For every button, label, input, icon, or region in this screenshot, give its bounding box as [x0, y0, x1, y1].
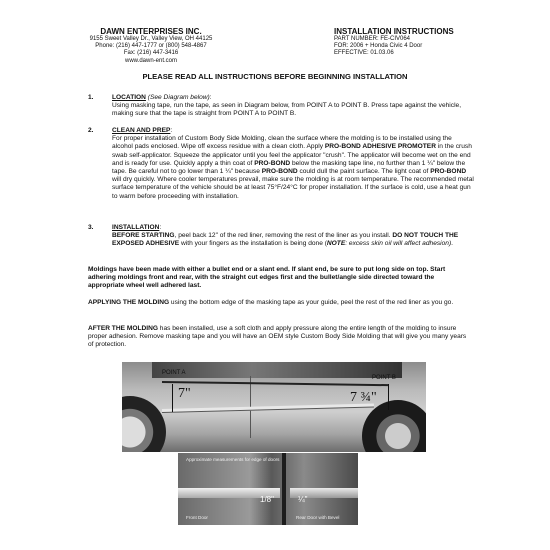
company-phone: Phone: (216) 447-1777 or (800) 548-4867	[95, 43, 207, 50]
before-starting: BEFORE STARTING	[112, 232, 175, 240]
rear-measurement: 7 ¾"	[350, 390, 377, 405]
company-block	[66, 27, 236, 65]
section-clean-prep: CLEAN AND PREP: For proper installation of Custom Body Side Molding, clean the surface where the molding is to be installed using the alcohol pads enclosed. Wipe off excess residue with a clean cloth. Apply PRO-BOND ADHESIVE PROMOTER in the crush swab self-applicator. Squeeze the applicator until you feel the applicator "crush". The applicator will become wet on the end and is ready for use. Quickly apply a thin coat of PRO-BOND below the masking tape line, no further than 1 ¼" below the tape. Be careful not to go lower than 1 ¼" because PRO-BOND could dull the paint surface. The light coat of PRO-BOND will dry quickly. Where cooler temperatures prevail, make sure the molding is at room temperature. The recommended metal surface temperature of the vehicle should be at least 75°F/24°C for proper installation. If the surface is cold, use a heat gun to warm before proceeding with installation.	[112, 127, 474, 200]
gap-rear-measure: ¼"	[298, 495, 308, 504]
masking-tape-line	[162, 381, 388, 386]
applying-label: APPLYING THE MOLDING	[88, 299, 170, 306]
door-gap	[282, 453, 286, 525]
company-name: DAWN ENTERPRISES INC.	[100, 27, 202, 36]
applying-text: using the bottom edge of the masking tape as your guide, peel the rest of the red liner as you go.	[169, 299, 454, 306]
body-side-molding	[162, 403, 374, 413]
clean-prep-text-2: in the crush swab self-applicator. Squeeze the applicator until you feel the applicator "crush". The applicator will become wet on the end and is ready for use. Quickly apply a thin coat of	[112, 143, 472, 167]
company-website: www.dawn-ent.com	[124, 57, 178, 64]
clean-prep-heading: CLEAN AND PREP	[112, 127, 171, 134]
gap-front-measure: 1/8"	[260, 495, 274, 504]
after-label: AFTER THE MOLDING	[88, 325, 158, 332]
note-label: NOTE	[326, 240, 346, 248]
front-measure-arrow	[172, 384, 173, 412]
car-side-diagram	[122, 362, 426, 452]
car-window	[152, 362, 402, 378]
note-text: : excess skin oil will affect adhesion)	[345, 240, 452, 248]
pro-bond-1: PRO-BOND	[254, 159, 291, 167]
pro-bond-promoter: PRO-BOND ADHESIVE PROMOTER	[324, 143, 436, 151]
section-2-number: 2.	[88, 127, 94, 134]
part-number: PART NUMBER: FE-CIV064	[334, 36, 411, 42]
rear-wheel	[362, 400, 426, 452]
company-address: 9155 Sweet Valley Dr., Valley View, OH 44125	[89, 36, 213, 42]
after-paragraph	[88, 325, 472, 350]
front-door-label: Front Door	[186, 515, 208, 520]
effective-date: EFFECTIVE: 01.03.06	[334, 50, 394, 57]
installation-text-2: with your fingers as the installation is being done (	[179, 240, 327, 248]
section-installation: INSTALLATION: BEFORE STARTING, peel back 12" of the red liner, removing the rest of the liner as you install. DO NOT TOUCH THE EXPOSED ADHESIVE with your fingers as the installation is being done (NOTE: excess skin oil will affect adhesion).	[112, 224, 459, 248]
document-info	[334, 27, 514, 58]
clean-prep-text-4: could dull the paint surface. The light coat of	[297, 168, 431, 176]
location-text: Using masking tape, run the tape, as seen in Diagram below, from POINT A to POINT B. Press tape against the vehicle, making sure that the tape is straight from POINT A to POINT B.	[112, 102, 462, 118]
location-heading: LOCATION	[112, 94, 146, 101]
pro-bond-2: PRO-BOND	[261, 168, 298, 176]
section-3-number: 3.	[88, 224, 94, 231]
location-heading-note: (See Diagram below)	[147, 94, 210, 101]
front-wheel	[122, 396, 166, 452]
clean-prep-text-3: below the masking tape line, no further than 1 ¼" below the tape. Be careful not to go lower than 1 ¼" because	[112, 159, 466, 176]
company-fax: Fax: (216) 447-3416	[123, 50, 179, 57]
clean-prep-text-1: For proper installation of Custom Body Side Molding, clean the surface where the molding is to be installed using the alcohol pads enclosed. Wipe off excess residue with a clean cloth. Apply	[112, 135, 452, 151]
vehicle-fitment: FOR: 2006 + Honda Civic 4 Door	[334, 43, 423, 50]
point-a-label: POINT A	[162, 370, 186, 376]
pro-bond-3: PRO-BOND	[430, 168, 467, 176]
section-1-number: 1.	[88, 94, 94, 101]
front-measurement: 7"	[178, 386, 191, 401]
after-text: has been installed, use a soft cloth and apply pressure along the entire length of the molding to insure proper adhesion. Remove masking tape and you will have an OEM style Custom Body Side Molding that will give you many years of protection.	[88, 325, 467, 349]
detail-caption: Approximate measurements for edge of doors	[186, 457, 280, 462]
applying-paragraph	[88, 299, 472, 307]
rear-measure-arrow	[388, 384, 389, 410]
installation-text-3: .	[451, 240, 453, 248]
installation-heading: INSTALLATION	[112, 224, 160, 231]
installation-text-1: , peel back 12" of the red liner, removing the rest of the liner as you install.	[174, 232, 393, 240]
document-title: INSTALLATION INSTRUCTIONS	[334, 27, 454, 36]
do-not-touch-warning: DO NOT TOUCH THE EXPOSED ADHESIVE	[112, 232, 459, 248]
door-edge-detail	[178, 453, 358, 525]
rear-door-label: Rear Door with Bevel	[296, 515, 340, 520]
section-location: LOCATION (See Diagram below): Using masking tape, run the tape, as seen in Diagram below, from POINT A to POINT B. Press tape against the vehicle, making sure that the tape is straight from POINT A to POINT B.	[112, 94, 462, 118]
molding-ends-paragraph: Moldings have been made with either a bullet end or a slant end. If slant end, be sure to put long side on top. Start adhering moldings front and rear, with the straight cut edges first and the bullet/angle side directed toward the appropriate wheel well adhered last.	[88, 266, 446, 290]
read-all-banner: PLEASE READ ALL INSTRUCTIONS BEFORE BEGINNING INSTALLATION	[142, 72, 408, 81]
point-b-label: POINT B	[372, 375, 396, 381]
clean-prep-text-5: will dry quickly. Where cooler temperatures prevail, make sure the molding is at room temperature. The recommended metal surface temperature of the vehicle should be at least 75°F/24°C for proper installation. If the surface is cold, use a heat gun to warm before proceeding with installation.	[112, 176, 474, 200]
